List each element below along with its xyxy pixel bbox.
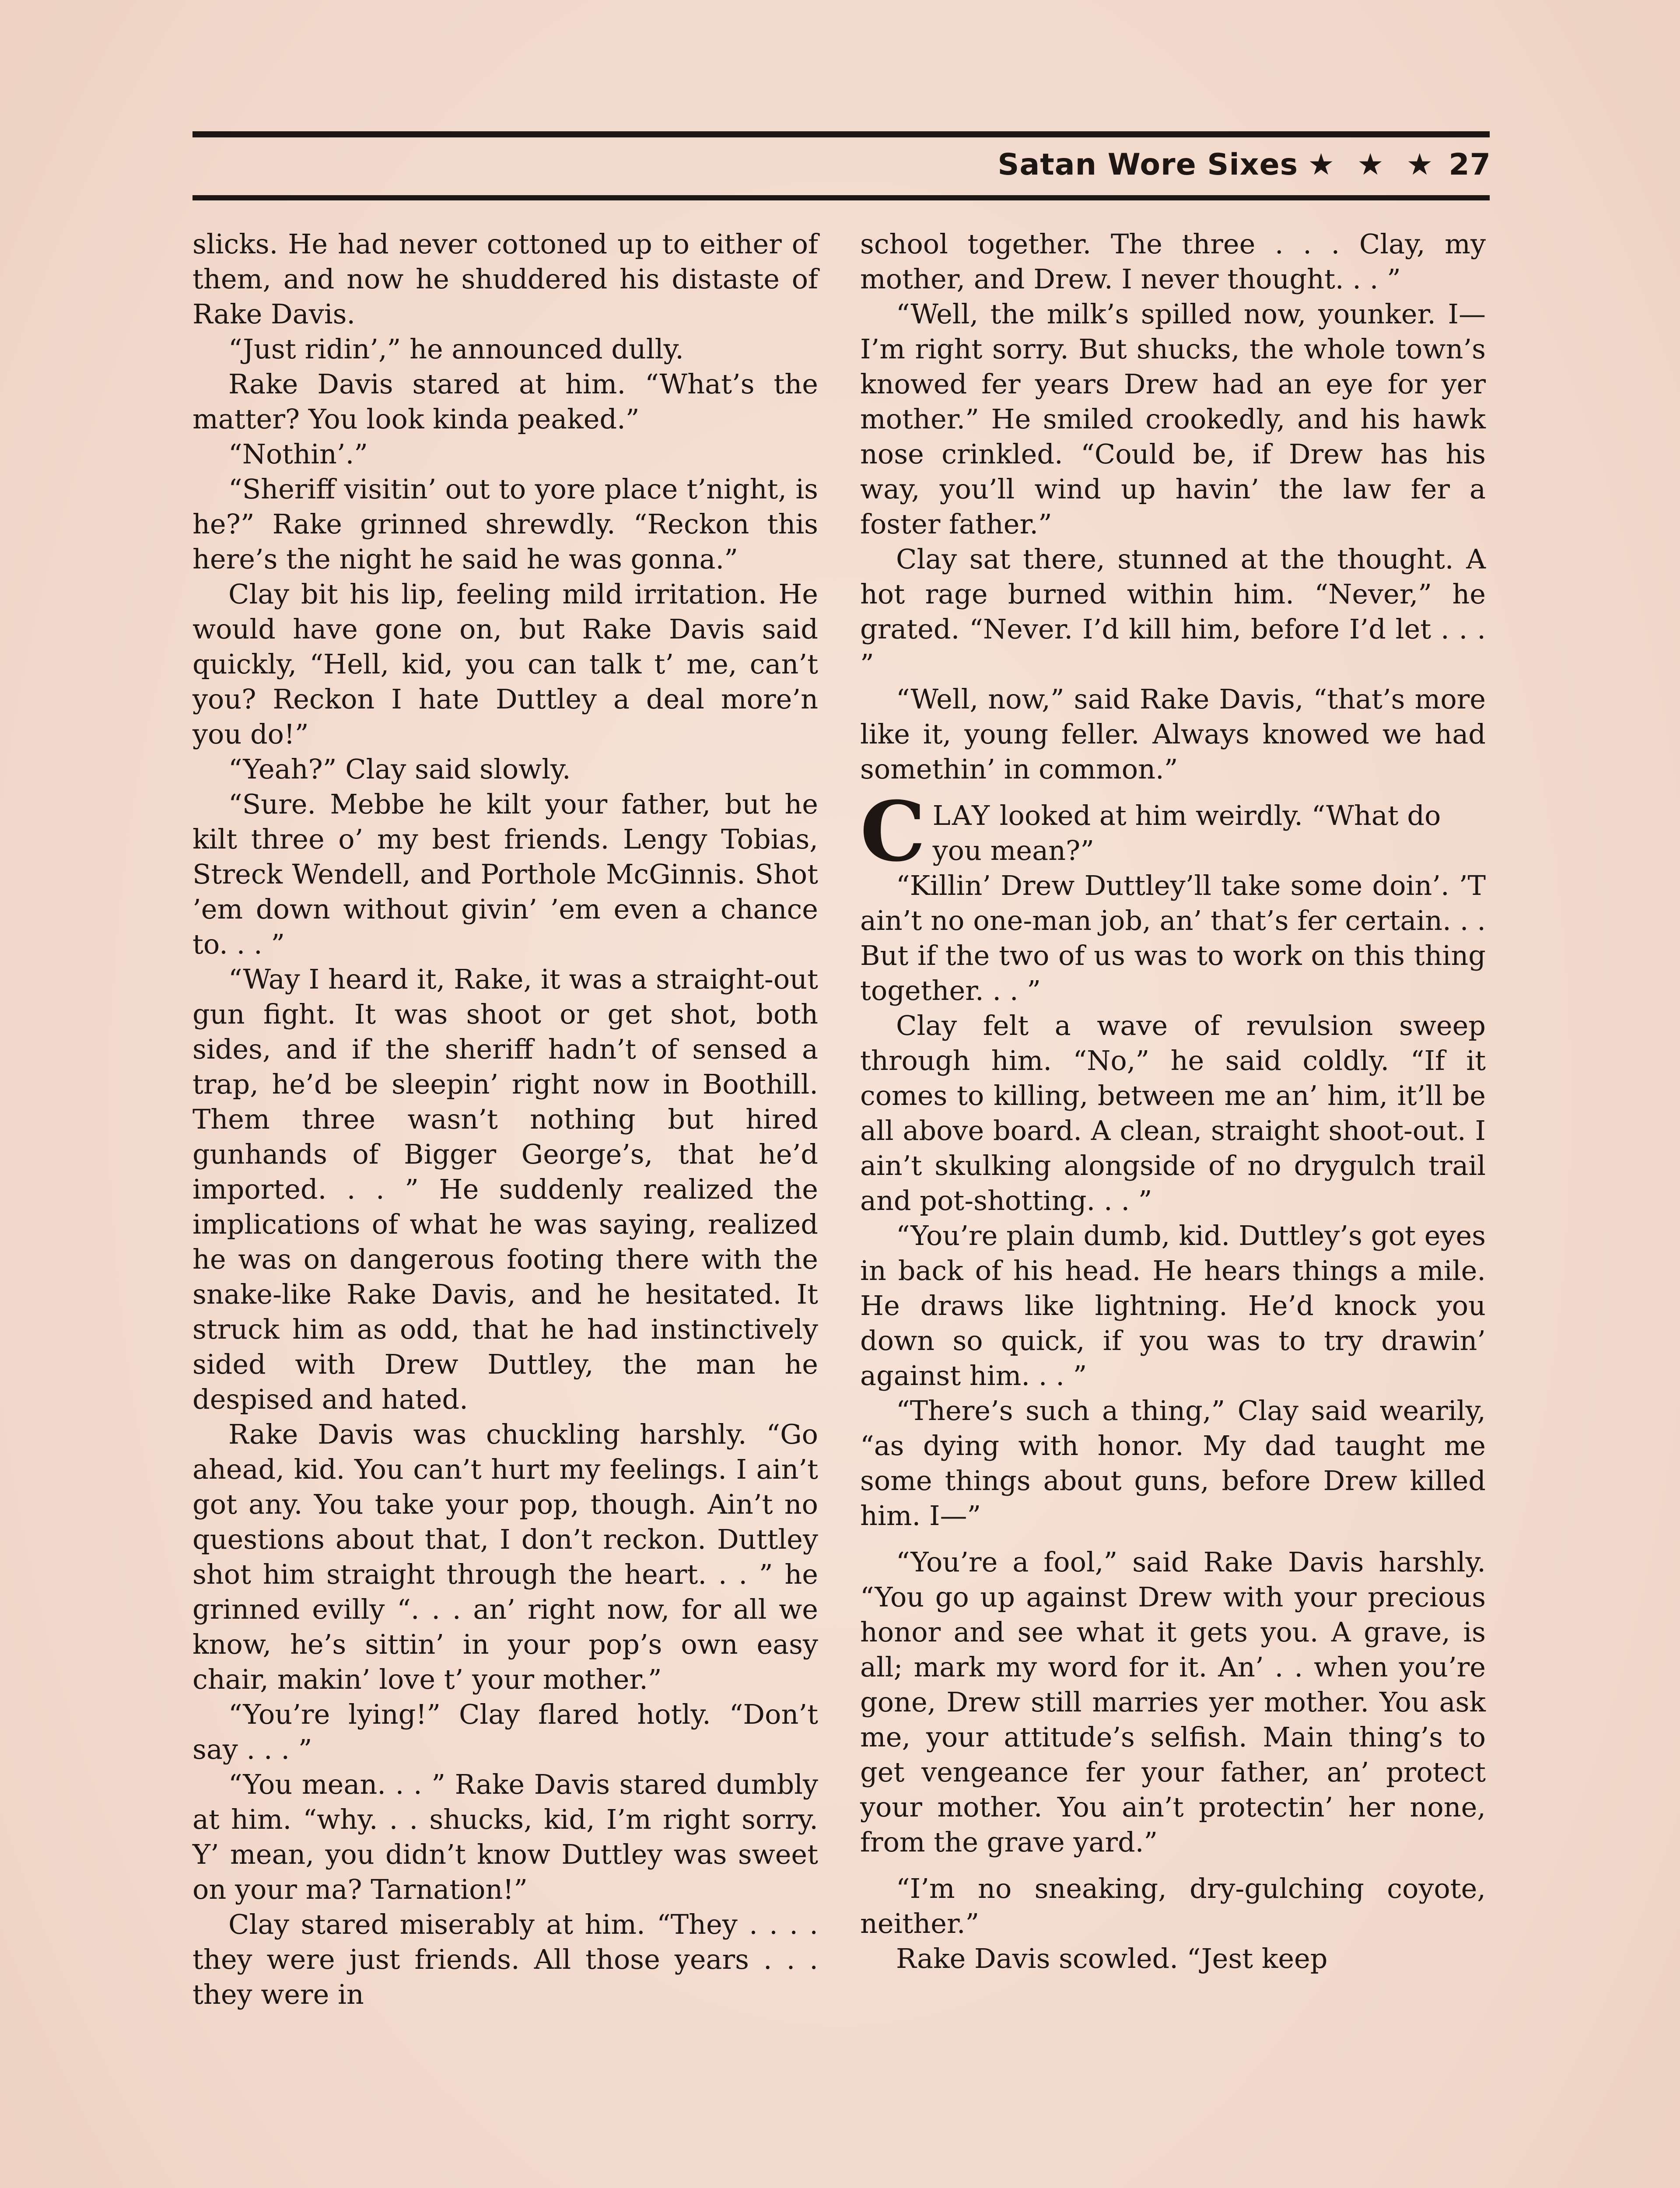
paragraph: “Well, now,” said Rake Davis, “that’s more like it, young feller. Always knowed we had somethin’ in common.” — [860, 683, 1486, 785]
paragraph: school together. The three . . . Clay, my mother, and Drew. I never thought. . . ” — [860, 228, 1486, 295]
drop-cap-continuation: LAY — [932, 799, 991, 831]
paragraph: “You’re lying!” Clay flared hotly. “Don’t say . . . ” — [192, 1698, 818, 1765]
paragraph: Clay bit his lip, feeling mild irritation. He would have gone on, but Rake Davis said quickly, “Hell, kid, you can talk t’ me, can’t you? Reckon I hate Duttley a deal more’n you do!” — [192, 578, 818, 750]
paragraph: “Way I heard it, Rake, it was a straight-out gun fight. It was shoot or get shot, both sides, and if the sheriff hadn’t of sensed a trap, he’d be sleepin’ right now in Boothill. Them three wasn’t nothing but hired gunhands of Bigger George’s, that he’d imported. . . ” He suddenly realized the implications of what he was saying, realized he was on dangerous footing there with the snake-like Rake Davis, and he hesitated. It struck him as odd, that he had instinctively sided with Drew Duttley, the man he despised and hated. — [192, 963, 818, 1415]
paragraph: “Sheriff visitin’ out to yore place t’night, is he?” Rake grinned shrewdly. “Reckon this here’s the night he said he was gonna.” — [192, 473, 818, 575]
header-rule-bottom — [192, 195, 1490, 200]
drop-cap: C — [860, 783, 926, 880]
paragraph: “Well, the milk’s spilled now, younker. I—I’m right sorry. But shucks, the whole town’s knowed fer years Drew had an eye for yer mother.” He smiled crookedly, and his hawk nose crinkled. “Could be, if Drew has his way, you’ll wind up havin’ the law fer a foster father.” — [860, 298, 1486, 540]
opening-text: looked at him weirdly. “What do you mean?” — [932, 799, 1441, 866]
paragraph: “There’s such a thing,” Clay said wearily, “as dying with honor. My dad taught me some things about guns, before Drew killed him. I—” — [860, 1395, 1486, 1532]
paragraph: Clay stared miserably at him. “They . . . . they were just friends. All those years . . . they were in — [192, 1908, 818, 2010]
paragraph: Rake Davis was chuckling harshly. “Go ahead, kid. You can’t hurt my feelings. I ain’t got any. You take your pop, though. Ain’t no questions about that, I don’t reckon. Duttley shot him straight through the heart. . . ” he grinned evilly “. . . an’ right now, for all we know, he’s sittin’ in your pop’s own easy chair, makin’ love t’ your mother.” — [192, 1418, 818, 1695]
paragraph: “I’m no sneaking, dry-gulching coyote, neither.” — [860, 1872, 1486, 1939]
left-column — [192, 227, 818, 2012]
paragraph: “You mean. . . ” Rake Davis stared dumbly at him. “why. . . shucks, kid, I’m right sorry. Y’ mean, you didn’t know Duttley was sweet on your ma? Tarnation!” — [192, 1768, 818, 1905]
paragraph: Clay sat there, stunned at the thought. A hot rage burned within him. “Never,” he grated. “Never. I’d kill him, before I’d let . . . ” — [860, 543, 1486, 680]
paragraph: Rake Davis scowled. “Jest keep — [896, 1943, 1328, 1974]
header-rule-top — [192, 131, 1490, 137]
running-head — [998, 141, 1491, 189]
paragraph: Clay felt a wave of revulsion sweep through him. “No,” he said coldly. “If it comes to killing, between me an’ him, it’ll be all above board. A clean, straight shoot-out. I ain’t skulking alongside of no drygulch trail and pot-shotting. . . ” — [860, 1010, 1486, 1217]
paragraph: “Just ridin’,” he announced dully. — [228, 333, 684, 365]
paragraph: “You’re plain dumb, kid. Duttley’s got eyes in back of his head. He hears things a mile. He draws like lightning. He’d knock you down so quick, if you was to try drawin’ against him. . . ” — [860, 1220, 1486, 1392]
paragraph: “You’re a fool,” said Rake Davis harshly. “You go up against Drew with your precious honor and see what it gets you. A grave, is all; mark my word for it. An’ . . when you’re gone, Drew still marries yer mother. You ask me, your attitude’s selfish. Main thing’s to get vengeance fer your father, an’ protect your mother. You ain’t protectin’ her none, from the grave yard.” — [860, 1546, 1486, 1858]
paragraph: “Yeah?” Clay said slowly. — [228, 753, 571, 785]
stars-ornament: ★ ★ ★ — [1308, 147, 1439, 182]
paragraph: “Sure. Mebbe he kilt your father, but he kilt three o’ my best friends. Lengy Tobias, Streck Wendell, and Porthole McGinnis. Shot ’em down without givin’ ’em even a chance to. . . ” — [192, 788, 818, 960]
paragraph: “Killin’ Drew Duttley’ll take some doin’. ’T ain’t no one-man job, an’ that’s fer certain. . . But if the two of us was to work on this thing together. . . ” — [860, 870, 1486, 1006]
page-number: 27 — [1449, 147, 1491, 182]
story-title: Satan Wore Sixes — [998, 147, 1298, 182]
right-column — [860, 227, 1486, 1976]
section-opening — [860, 783, 1486, 880]
paragraph: Rake Davis stared at him. “What’s the matter? You look kinda peaked.” — [192, 368, 818, 435]
paragraph: slicks. He had never cottoned up to either of them, and now he shuddered his distaste of Rake Davis. — [192, 228, 818, 330]
paragraph: “Nothin’.” — [228, 438, 368, 470]
